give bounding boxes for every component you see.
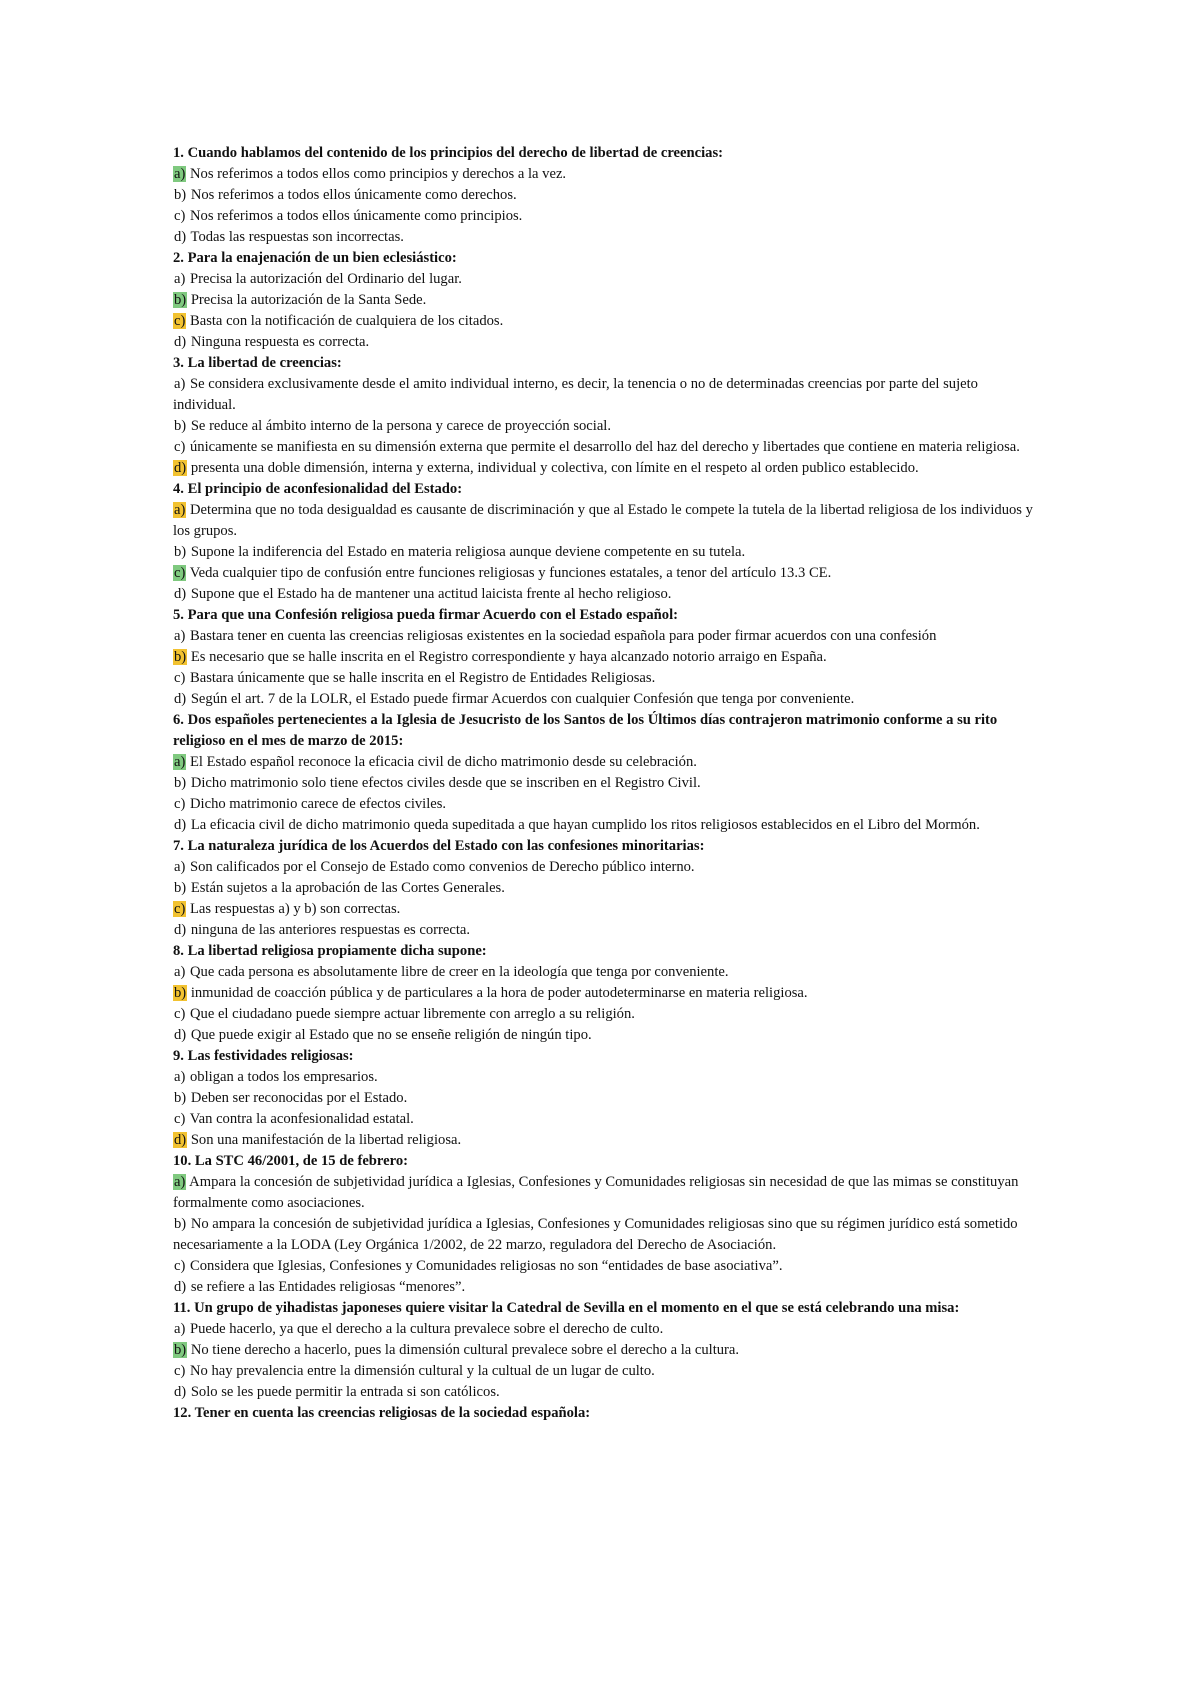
option-letter: d) xyxy=(174,334,187,350)
option-text: Deben ser reconocidas por el Estado. xyxy=(187,1090,408,1106)
question-title: 4. El principio de aconfesionalidad del Estado: xyxy=(173,481,463,497)
answer-option xyxy=(173,1340,1033,1361)
option-letter: c) xyxy=(174,796,186,812)
option-letter: d) xyxy=(174,586,187,602)
option-text: obligan a todos los empresarios. xyxy=(186,1069,378,1085)
option-letter: a) xyxy=(174,1321,186,1337)
answer-option xyxy=(173,1130,1033,1151)
option-text: Ampara la concesión de subjetividad jurídica a Iglesias, Confesiones y Comunidades religiosas sin necesidad de que las mimas se constituyan formalmente como asociaciones. xyxy=(173,1174,1019,1211)
option-text: Basta con la notificación de cualquiera de los citados. xyxy=(186,313,504,329)
option-text: Solo se les puede permitir la entrada si son católicos. xyxy=(187,1384,500,1400)
option-text: No hay prevalencia entre la dimensión cultural y la cultual de un lugar de culto. xyxy=(186,1363,655,1379)
answer-option xyxy=(173,542,1033,563)
answer-option xyxy=(173,962,1033,983)
highlighted-option-letter: b) xyxy=(174,292,187,308)
question-title: 1. Cuando hablamos del contenido de los principios del derecho de libertad de creencias: xyxy=(173,145,723,161)
question-title: 10. La STC 46/2001, de 15 de febrero: xyxy=(173,1153,408,1169)
option-text: Dicho matrimonio carece de efectos civiles. xyxy=(186,796,447,812)
option-text: No tiene derecho a hacerlo, pues la dimensión cultural prevalece sobre el derecho a la cultura. xyxy=(187,1342,740,1358)
option-text: Nos referimos a todos ellos únicamente como principios. xyxy=(186,208,523,224)
option-letter: a) xyxy=(174,271,186,287)
highlighted-option-letter: a) xyxy=(174,166,186,182)
question-title: 12. Tener en cuenta las creencias religiosas de la sociedad española: xyxy=(173,1405,591,1421)
option-letter: a) xyxy=(174,964,186,980)
option-text: No ampara la concesión de subjetividad jurídica a Iglesias, Confesiones y Comunidades religiosas sino que su régimen jurídico está sometido necesariamente a la LODA (Ley Orgánica 1/2002, de 22 marzo, reguladora del Derecho de Asociación. xyxy=(173,1216,1018,1253)
option-text: Es necesario que se halle inscrita en el Registro correspondiente y haya alcanzado notorio arraigo en España. xyxy=(187,649,827,665)
option-letter: b) xyxy=(174,418,187,434)
option-letter: c) xyxy=(174,439,186,455)
option-letter: c) xyxy=(174,208,186,224)
option-text: Ninguna respuesta es correcta. xyxy=(187,334,370,350)
option-text: Precisa la autorización de la Santa Sede. xyxy=(187,292,427,308)
option-text: Nos referimos a todos ellos únicamente como derechos. xyxy=(187,187,517,203)
answer-option xyxy=(173,1256,1033,1277)
highlighted-option-letter: a) xyxy=(174,502,186,518)
option-text: inmunidad de coacción pública y de particulares a la hora de poder autodeterminarse en materia religiosa. xyxy=(187,985,808,1001)
answer-option xyxy=(173,1109,1033,1130)
option-letter: b) xyxy=(174,1090,187,1106)
answer-option xyxy=(173,857,1033,878)
option-text: Todas las respuestas son incorrectas. xyxy=(187,229,404,245)
option-letter: c) xyxy=(174,1363,186,1379)
answer-option xyxy=(173,416,1033,437)
answer-option xyxy=(173,563,1033,584)
answer-option xyxy=(173,269,1033,290)
answer-option xyxy=(173,311,1033,332)
option-letter: b) xyxy=(174,880,187,896)
answer-option xyxy=(173,899,1033,920)
option-text: Son calificados por el Consejo de Estado como convenios de Derecho público interno. xyxy=(186,859,695,875)
answer-option xyxy=(173,1277,1033,1298)
answer-option xyxy=(173,626,1033,647)
option-text: Que cada persona es absolutamente libre de creer en la ideología que tenga por conveniente. xyxy=(186,964,729,980)
option-letter: c) xyxy=(174,1258,186,1274)
option-text: Son una manifestación de la libertad religiosa. xyxy=(187,1132,462,1148)
document-body xyxy=(173,143,1033,1424)
option-text: Según el art. 7 de la LOLR, el Estado puede firmar Acuerdos con cualquier Confesión que tenga por conveniente. xyxy=(187,691,855,707)
answer-option xyxy=(173,290,1033,311)
option-text: ninguna de las anteriores respuestas es correcta. xyxy=(187,922,471,938)
option-letter: a) xyxy=(174,628,186,644)
option-letter: c) xyxy=(174,1006,186,1022)
option-text: Bastara tener en cuenta las creencias religiosas existentes en la sociedad española para poder firmar acuerdos con una confesión xyxy=(186,628,937,644)
answer-option xyxy=(173,332,1033,353)
option-letter: d) xyxy=(174,817,187,833)
option-letter: b) xyxy=(174,1216,187,1232)
answer-option xyxy=(173,185,1033,206)
highlighted-option-letter: c) xyxy=(174,313,186,329)
option-text: Se considera exclusivamente desde el amito individual interno, es decir, la tenencia o no de determinadas creencias por parte del sujeto individual. xyxy=(173,376,978,413)
answer-option xyxy=(173,500,1033,542)
answer-option xyxy=(173,1361,1033,1382)
answer-option xyxy=(173,227,1033,248)
answer-option xyxy=(173,815,1033,836)
answer-option xyxy=(173,1214,1033,1256)
answer-option xyxy=(173,1025,1033,1046)
answer-option xyxy=(173,374,1033,416)
answer-option xyxy=(173,1319,1033,1340)
option-text: Considera que Iglesias, Confesiones y Comunidades religiosas no son “entidades de base asociativa”. xyxy=(186,1258,783,1274)
answer-option xyxy=(173,878,1033,899)
highlighted-option-letter: a) xyxy=(174,1174,186,1190)
answer-option xyxy=(173,647,1033,668)
option-letter: b) xyxy=(174,775,187,791)
answer-option xyxy=(173,164,1033,185)
option-text: únicamente se manifiesta en su dimensión externa que permite el desarrollo del haz del derecho y libertades que contiene en materia religiosa. xyxy=(186,439,1020,455)
option-letter: c) xyxy=(174,1111,186,1127)
option-text: Puede hacerlo, ya que el derecho a la cultura prevalece sobre el derecho de culto. xyxy=(186,1321,664,1337)
question-title: 11. Un grupo de yihadistas japoneses quiere visitar la Catedral de Sevilla en el momento en el que se está celebrando una misa: xyxy=(173,1300,960,1316)
answer-option xyxy=(173,206,1033,227)
option-text: Se reduce al ámbito interno de la persona y carece de proyección social. xyxy=(187,418,612,434)
answer-option xyxy=(173,584,1033,605)
answer-option xyxy=(173,752,1033,773)
option-text: Que el ciudadano puede siempre actuar libremente con arreglo a su religión. xyxy=(186,1006,635,1022)
highlighted-option-letter: b) xyxy=(174,1342,187,1358)
option-text: El Estado español reconoce la eficacia civil de dicho matrimonio desde su celebración. xyxy=(186,754,697,770)
answer-option xyxy=(173,1067,1033,1088)
option-letter: d) xyxy=(174,1027,187,1043)
option-text: presenta una doble dimensión, interna y externa, individual y colectiva, con límite en el respeto al orden publico establecido. xyxy=(187,460,919,476)
option-text: Supone que el Estado ha de mantener una actitud laicista frente al hecho religioso. xyxy=(187,586,672,602)
option-text: La eficacia civil de dicho matrimonio queda supeditada a que hayan cumplido los ritos religiosos establecidos en el Libro del Mormón. xyxy=(187,817,980,833)
option-text: Van contra la aconfesionalidad estatal. xyxy=(186,1111,414,1127)
option-letter: c) xyxy=(174,670,186,686)
option-text: Supone la indiferencia del Estado en materia religiosa aunque deviene competente en su tutela. xyxy=(187,544,746,560)
option-text: Que puede exigir al Estado que no se enseñe religión de ningún tipo. xyxy=(187,1027,592,1043)
option-text: Están sujetos a la aprobación de las Cortes Generales. xyxy=(187,880,505,896)
option-letter: b) xyxy=(174,544,187,560)
option-letter: d) xyxy=(174,229,187,245)
option-text: Precisa la autorización del Ordinario del lugar. xyxy=(186,271,462,287)
answer-option xyxy=(173,1172,1033,1214)
highlighted-option-letter: c) xyxy=(174,901,186,917)
option-text: Dicho matrimonio solo tiene efectos civiles desde que se inscriben en el Registro Civil. xyxy=(187,775,701,791)
option-letter: a) xyxy=(174,1069,186,1085)
answer-option xyxy=(173,1088,1033,1109)
question-title: 7. La naturaleza jurídica de los Acuerdos del Estado con las confesiones minoritarias: xyxy=(173,838,705,854)
question-title: 6. Dos españoles pertenecientes a la Iglesia de Jesucristo de los Santos de los Últimos días contrajeron matrimonio conforme a su rito religioso en el mes de marzo de 2015: xyxy=(173,712,998,749)
option-text: se refiere a las Entidades religiosas “menores”. xyxy=(187,1279,466,1295)
option-letter: a) xyxy=(174,376,186,392)
answer-option xyxy=(173,794,1033,815)
option-letter: d) xyxy=(174,1279,187,1295)
answer-option xyxy=(173,1004,1033,1025)
option-letter: b) xyxy=(174,187,187,203)
highlighted-option-letter: b) xyxy=(174,649,187,665)
highlighted-option-letter: a) xyxy=(174,754,186,770)
answer-option xyxy=(173,983,1033,1004)
option-letter: d) xyxy=(174,922,187,938)
answer-option xyxy=(173,668,1033,689)
option-letter: d) xyxy=(174,1384,187,1400)
answer-option xyxy=(173,1382,1033,1403)
answer-option xyxy=(173,773,1033,794)
answer-option xyxy=(173,920,1033,941)
answer-option xyxy=(173,437,1033,458)
option-text: Bastara únicamente que se halle inscrita en el Registro de Entidades Religiosas. xyxy=(186,670,656,686)
highlighted-option-letter: b) xyxy=(174,985,187,1001)
option-text: Determina que no toda desigualdad es causante de discriminación y que al Estado le compete la tutela de la libertad religiosa de los individuos y los grupos. xyxy=(173,502,1033,539)
question-title: 5. Para que una Confesión religiosa pueda firmar Acuerdo con el Estado español: xyxy=(173,607,678,623)
highlighted-option-letter: c) xyxy=(174,565,186,581)
question-title: 8. La libertad religiosa propiamente dicha supone: xyxy=(173,943,487,959)
option-letter: d) xyxy=(174,691,187,707)
option-text: Veda cualquier tipo de confusión entre funciones religiosas y funciones estatales, a tenor del artículo 13.3 CE. xyxy=(186,565,832,581)
question-title: 9. Las festividades religiosas: xyxy=(173,1048,354,1064)
highlighted-option-letter: d) xyxy=(174,1132,187,1148)
highlighted-option-letter: d) xyxy=(174,460,187,476)
answer-option xyxy=(173,458,1033,479)
question-title: 3. La libertad de creencias: xyxy=(173,355,342,371)
answer-option xyxy=(173,689,1033,710)
question-title: 2. Para la enajenación de un bien eclesiástico: xyxy=(173,250,457,266)
option-text: Las respuestas a) y b) son correctas. xyxy=(186,901,401,917)
option-text: Nos referimos a todos ellos como principios y derechos a la vez. xyxy=(186,166,567,182)
option-letter: a) xyxy=(174,859,186,875)
